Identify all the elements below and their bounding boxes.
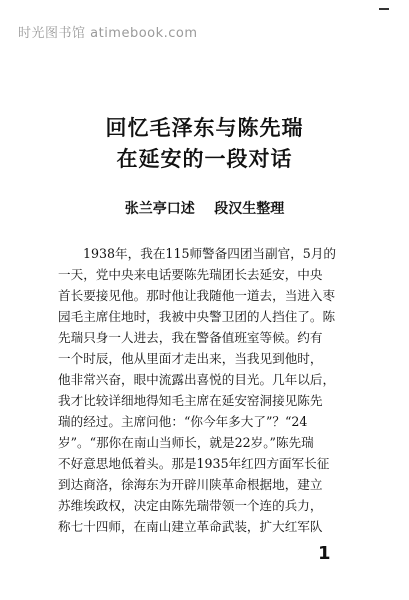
body-line: 一天，党中央来电话要陈先瑞团长去延安，中央 — [58, 267, 323, 282]
title-line-2: 在延安的一段对话 — [116, 147, 293, 171]
body-line: 先瑞只身一人进去，我在警备值班室等候。约有 — [58, 330, 323, 345]
corner-mark — [379, 8, 389, 10]
body-line: 苏维埃政权，决定由陈先瑞带领一个连的兵力， — [58, 498, 323, 513]
body-line: 我才比较详细地得知毛主席在延安窑洞接见陈先 — [58, 393, 323, 408]
body-line: 他非常兴奋，眼中流露出喜悦的目光。几年以后， — [58, 372, 336, 387]
body-line: 称七十四师，在南山建立革命武装，扩大红军队 — [58, 519, 323, 534]
byline: 张兰亭口述 段汉生整理 — [124, 201, 285, 217]
body-line: 1938年，我在115师警备四团当副官，5月的 — [83, 246, 337, 261]
body-line: 不好意思地低着头。那是1935年红四方面军长征 — [58, 456, 330, 471]
body-text — [58, 243, 358, 537]
body-line: 园毛主席住地时，我被中央警卫团的人挡住了。陈 — [58, 309, 336, 324]
title-line-1: 回忆毛泽东与陈先瑞 — [105, 116, 304, 140]
body-line: 首长要接见他。那时他让我随他一道去，当进入枣 — [58, 288, 336, 303]
body-line: 岁”。“那你在南山当师长，就是22岁。”陈先瑞 — [58, 435, 314, 450]
body-line: 一个时辰，他从里面才走出来，当我见到他时， — [58, 351, 323, 366]
watermark: 时光图书馆 atimebook.com — [18, 26, 198, 41]
page-number: 1 — [318, 543, 331, 564]
body-line: 到达商洛，徐海东为开辟川陕革命根据地，建立 — [58, 477, 323, 492]
body-line: 瑞的经过。主席问他：“你今年多大了”？“24 — [58, 414, 308, 429]
